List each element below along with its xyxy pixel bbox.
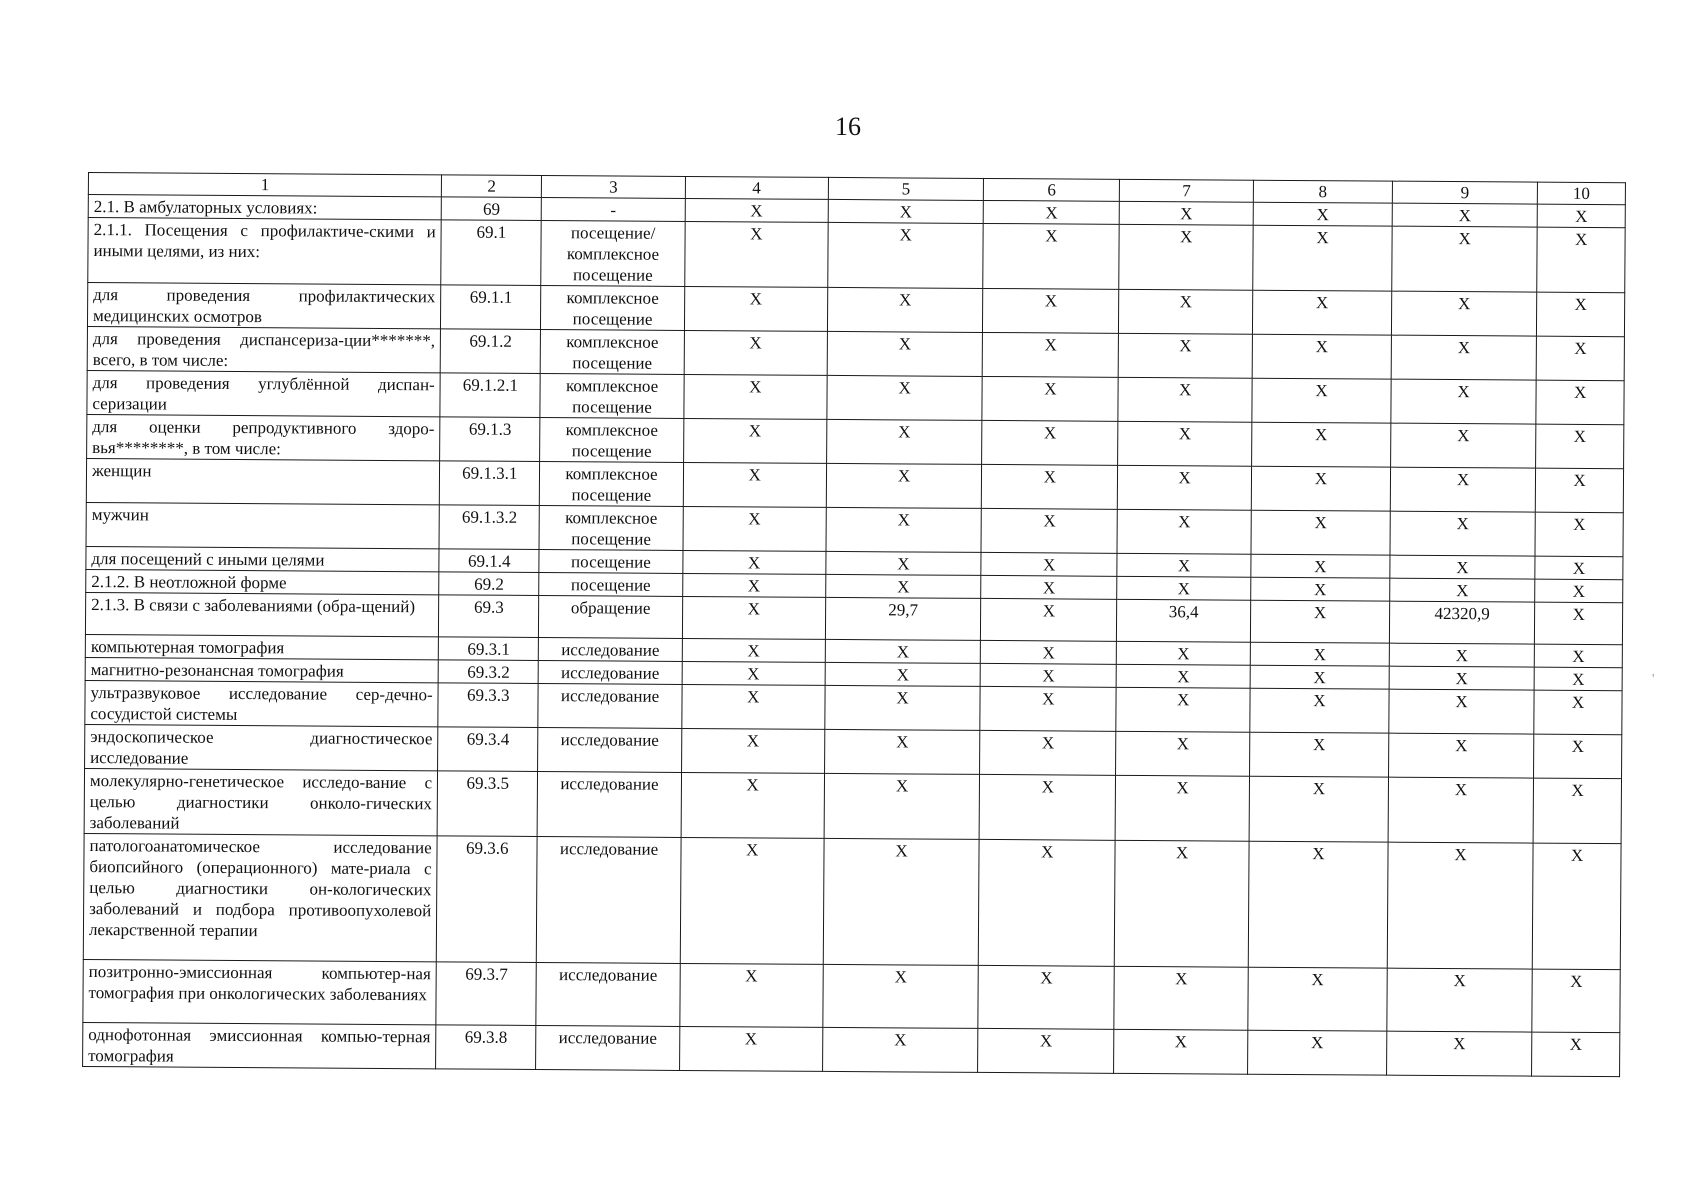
row-value: Х	[1250, 642, 1389, 666]
row-value: Х	[1116, 687, 1250, 732]
column-number: 5	[828, 177, 984, 200]
row-value: Х	[983, 332, 1119, 377]
row-code: 69.3.3	[438, 683, 539, 728]
row-value: Х	[681, 772, 825, 838]
row-name: компьютерная томография	[85, 634, 438, 659]
row-value: Х	[683, 374, 826, 419]
row-value: Х	[1248, 967, 1387, 1031]
row-value: Х	[1252, 334, 1391, 379]
row-name: для оценки репродуктивного здоро-вья********, в том числе:	[87, 414, 440, 460]
row-value: Х	[1390, 578, 1535, 602]
row-name: патологоанатомическое исследование биопсийного (операционного) мате-риала с целью диагностики он-кологических заболеваний и подбора противоопухолевой лекарственной терапии	[83, 833, 437, 961]
row-code: 69.3.4	[438, 727, 539, 772]
row-value: Х	[1252, 290, 1391, 335]
row-value: Х	[682, 596, 825, 639]
row-value: Х	[980, 730, 1116, 775]
row-value: Х	[981, 575, 1117, 599]
row-unit: исследование	[538, 771, 682, 837]
row-unit: комплексное посещение	[540, 462, 683, 507]
row-value: Х	[1117, 576, 1251, 600]
row-value: Х	[981, 508, 1117, 553]
row-code: 69.1	[441, 220, 542, 286]
row-value: 29,7	[825, 597, 981, 640]
column-number: 7	[1120, 179, 1254, 202]
row-value: Х	[1392, 226, 1538, 292]
row-name: 2.1.2. В неотложной форме	[86, 569, 439, 594]
row-value: Х	[1118, 377, 1252, 422]
row-unit: комплексное посещение	[541, 286, 684, 331]
row-value: Х	[1118, 465, 1252, 510]
row-code: 69.3.5	[437, 771, 538, 837]
row-value: Х	[1119, 224, 1253, 290]
row-value: Х	[1390, 423, 1536, 468]
row-name: магнитно-резонансная томография	[85, 657, 438, 682]
row-value: Х	[1533, 778, 1621, 844]
row-value: Х	[982, 464, 1118, 509]
column-number: 9	[1392, 181, 1537, 204]
row-value: Х	[1116, 731, 1250, 776]
row-value: Х	[1251, 510, 1390, 555]
row-value: Х	[978, 1028, 1114, 1073]
row-unit: исследование	[538, 683, 681, 728]
row-value: Х	[685, 198, 828, 222]
row-value: Х	[1390, 511, 1536, 556]
row-value: Х	[1253, 202, 1392, 226]
row-name: однофотонная эмиссионная компью-терная томография	[83, 1022, 436, 1068]
row-value: Х	[1250, 600, 1389, 643]
row-value: Х	[826, 507, 982, 552]
row-value: Х	[1536, 424, 1624, 469]
row-code: 69	[441, 197, 541, 221]
row-code: 69.1.1	[441, 285, 542, 330]
row-value: Х	[823, 838, 980, 965]
row-value: Х	[1536, 336, 1624, 381]
data-table	[82, 172, 1626, 1077]
row-code: 69.3.6	[436, 836, 537, 963]
row-value: 42320,9	[1389, 601, 1535, 644]
row-value: Х	[1535, 579, 1623, 603]
row-value: Х	[1119, 201, 1253, 225]
row-name: мужчин	[86, 502, 439, 548]
row-value: Х	[827, 222, 983, 288]
row-value: Х	[1251, 466, 1390, 511]
row-value: Х	[825, 662, 981, 686]
row-value: Х	[1251, 554, 1390, 578]
column-number: 6	[984, 178, 1120, 201]
row-value: Х	[1535, 602, 1623, 645]
row-name: позитронно-эмиссионная компьютер-ная томография при онкологических заболеваниях	[83, 959, 437, 1024]
row-value: Х	[981, 552, 1117, 576]
row-unit: исследование	[536, 962, 680, 1026]
row-value: Х	[1251, 577, 1390, 601]
row-value: Х	[1390, 555, 1535, 579]
row-value: Х	[683, 506, 826, 551]
page-number: 16	[835, 112, 861, 141]
row-unit: -	[542, 198, 685, 222]
column-number: 3	[542, 176, 685, 199]
row-value: Х	[1391, 379, 1537, 424]
row-value: Х	[1532, 843, 1621, 970]
column-number: 10	[1537, 182, 1625, 205]
row-value: Х	[1388, 733, 1534, 778]
table-sheet	[82, 172, 1626, 1077]
row-value: Х	[1248, 841, 1388, 968]
row-value: Х	[1537, 292, 1625, 337]
row-code: 69.3.8	[436, 1025, 537, 1070]
row-code: 69.1.3.1	[439, 461, 540, 506]
row-value: Х	[1388, 777, 1534, 843]
row-unit: комплексное посещение	[539, 506, 682, 551]
row-value: Х	[824, 729, 980, 774]
row-value: Х	[1253, 225, 1392, 291]
row-value: Х	[825, 574, 981, 598]
row-value: Х	[1535, 556, 1623, 580]
row-value: Х	[825, 639, 981, 663]
row-name: 2.1. В амбулаторных условиях:	[88, 195, 441, 220]
row-value: Х	[981, 663, 1117, 687]
row-code: 69.3.1	[438, 637, 538, 661]
row-value: Х	[824, 773, 980, 839]
row-value: Х	[682, 661, 825, 685]
row-value: Х	[1386, 1031, 1532, 1076]
row-unit: комплексное посещение	[540, 374, 683, 419]
row-value: Х	[1534, 690, 1622, 735]
row-name: женщин	[86, 458, 439, 504]
row-code: 69.1.3	[440, 417, 541, 462]
row-value: Х	[823, 964, 979, 1028]
row-value: Х	[983, 223, 1119, 289]
row-value: Х	[1392, 203, 1537, 227]
row-value: Х	[682, 638, 825, 662]
row-unit: исследование	[537, 836, 681, 963]
row-value: Х	[979, 774, 1115, 840]
row-value: Х	[1249, 732, 1388, 777]
row-value: Х	[984, 200, 1120, 224]
table-row	[83, 833, 1621, 969]
row-value: Х	[683, 418, 826, 463]
row-value: Х	[1116, 664, 1250, 688]
row-value: Х	[1248, 1030, 1387, 1075]
row-unit: исследование	[538, 727, 681, 772]
row-value: Х	[827, 331, 983, 376]
column-number: 2	[441, 175, 541, 198]
row-name: молекулярно-генетическое исследо-вание с целью диагностики онколо-гических заболеваний	[84, 768, 438, 835]
column-number: 8	[1253, 180, 1392, 203]
row-value: Х	[825, 685, 981, 730]
row-value: Х	[981, 640, 1117, 664]
row-code: 69.1.4	[439, 549, 539, 573]
row-value: Х	[1389, 689, 1535, 734]
row-name: для проведения профилактических медицинских осмотров	[87, 283, 440, 329]
row-unit: исследование	[539, 638, 682, 662]
row-value: Х	[827, 287, 983, 332]
row-value: Х	[1115, 775, 1249, 841]
row-code: 69.1.3.2	[439, 505, 540, 550]
row-value: Х	[1534, 667, 1622, 691]
row-value: Х	[1535, 468, 1623, 513]
row-name: ультразвуковое исследование сер-дечно-сосудистой системы	[85, 680, 438, 726]
row-value: Х	[980, 686, 1116, 731]
row-value: Х	[1250, 665, 1389, 689]
row-code: 69.3.2	[438, 660, 538, 684]
row-code: 69.1.2.1	[440, 373, 541, 418]
table-row	[83, 1022, 1620, 1076]
row-code: 69.3.7	[436, 962, 537, 1026]
row-value: Х	[1118, 333, 1252, 378]
row-value: Х	[1118, 421, 1252, 466]
row-value: Х	[1537, 227, 1625, 293]
column-number: 4	[685, 176, 828, 199]
row-value: Х	[826, 419, 982, 464]
row-value: Х	[1534, 644, 1622, 668]
row-value: Х	[826, 463, 982, 508]
row-value: Х	[979, 839, 1116, 966]
row-value: Х	[1116, 641, 1250, 665]
row-value: Х	[1535, 512, 1623, 557]
row-unit: исследование	[536, 1025, 679, 1070]
row-name: 2.1.3. В связи с заболеваниями (обра-щений)	[85, 592, 438, 636]
row-value: Х	[684, 330, 827, 375]
row-value: Х	[679, 963, 823, 1027]
row-code: 69.3	[439, 595, 540, 638]
row-value: Х	[982, 420, 1118, 465]
scan-mark: '	[1652, 672, 1655, 687]
row-value: Х	[1389, 666, 1534, 690]
table-row	[83, 959, 1620, 1032]
row-value: Х	[982, 376, 1118, 421]
row-value: Х	[1252, 422, 1391, 467]
row-name: для проведения диспансериза-ции*******, всего, в том числе:	[87, 326, 440, 372]
row-unit: посещение/ комплексное посещение	[541, 221, 685, 287]
row-value: Х	[1114, 966, 1248, 1030]
row-value: Х	[1387, 842, 1533, 969]
row-value: Х	[1532, 1032, 1620, 1077]
row-value: Х	[1117, 553, 1251, 577]
table-body	[83, 173, 1626, 1077]
row-value: Х	[1391, 291, 1537, 336]
row-value: Х	[1250, 688, 1389, 733]
row-value: Х	[822, 1027, 978, 1072]
row-value: Х	[828, 199, 984, 223]
row-code: 69.2	[439, 572, 539, 596]
row-value: Х	[1249, 776, 1388, 842]
row-value: Х	[978, 965, 1114, 1029]
table-row	[84, 768, 1621, 843]
row-value: Х	[683, 462, 826, 507]
row-name: эндоскопическое диагностическое исследование	[85, 724, 438, 770]
row-value: Х	[682, 550, 825, 574]
row-value: Х	[1391, 335, 1537, 380]
row-value: Х	[1534, 734, 1622, 779]
row-value: Х	[679, 1026, 822, 1071]
row-value: Х	[1117, 509, 1251, 554]
row-value: Х	[827, 375, 983, 420]
row-value: Х	[682, 573, 825, 597]
row-value: 36,4	[1117, 599, 1251, 642]
row-name: для посещений с иными целями	[86, 546, 439, 571]
row-name: для проведения углублённой диспан-серизации	[87, 370, 440, 416]
row-value: Х	[1387, 968, 1533, 1032]
row-value: Х	[981, 598, 1117, 641]
row-value: Х	[681, 684, 824, 729]
row-value: Х	[1114, 840, 1249, 967]
row-unit: комплексное посещение	[540, 418, 683, 463]
row-value: Х	[1390, 467, 1536, 512]
row-name: 2.1.1. Посещения с профилактиче-скими и иными целями, из них:	[88, 218, 442, 285]
row-value: Х	[1119, 289, 1253, 334]
row-value: Х	[1537, 204, 1625, 228]
row-value: Х	[1252, 378, 1391, 423]
row-unit: посещение	[539, 550, 682, 574]
row-value: Х	[1114, 1029, 1248, 1074]
row-value: Х	[1532, 969, 1620, 1033]
row-value: Х	[983, 288, 1119, 333]
row-unit: исследование	[539, 661, 682, 685]
table-row	[88, 218, 1625, 293]
row-unit: обращение	[539, 596, 682, 639]
row-value: Х	[826, 551, 982, 575]
row-value: Х	[1389, 643, 1534, 667]
row-value: Х	[680, 837, 824, 964]
row-code: 69.1.2	[440, 329, 541, 374]
row-unit: посещение	[539, 573, 682, 597]
column-number: 1	[88, 173, 441, 197]
row-value: Х	[684, 286, 827, 331]
row-unit: комплексное посещение	[541, 330, 684, 375]
row-value: Х	[684, 221, 828, 287]
row-value: Х	[681, 728, 824, 773]
row-value: Х	[1536, 380, 1624, 425]
